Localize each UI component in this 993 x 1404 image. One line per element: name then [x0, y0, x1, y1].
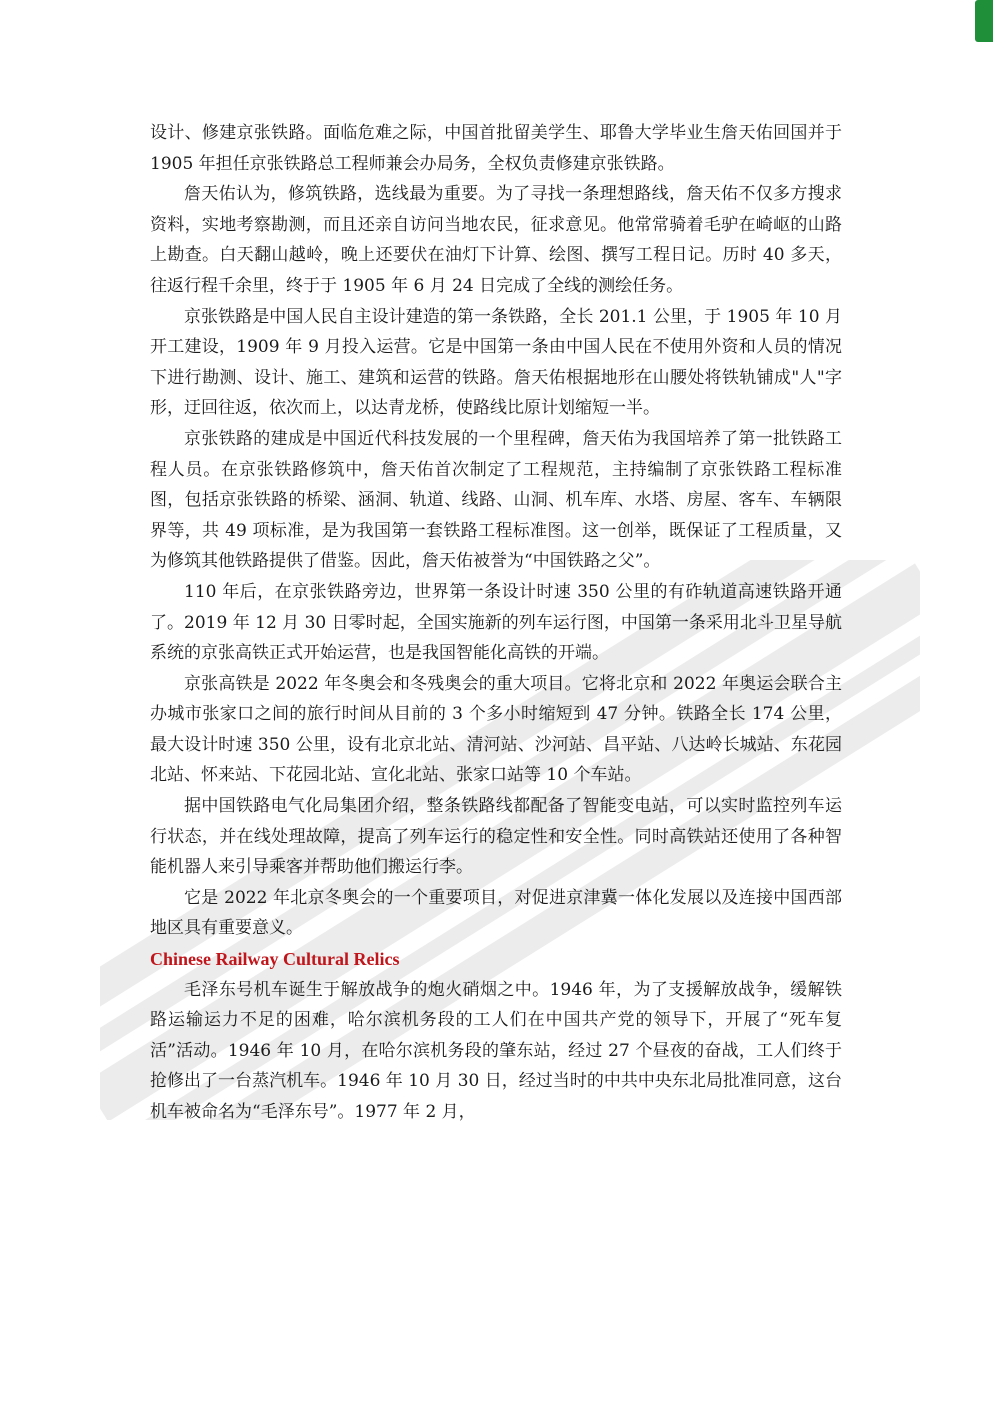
paragraph: 据中国铁路电气化局集团介绍，整条铁路线都配备了智能变电站，可以实时监控列车运行状态，并在线处理故障，提高了列车运行的稳定性和安全性。同时高铁站还使用了各种智能机器人来引导乘客并帮助他们搬运行李。 — [150, 796, 842, 878]
green-tab-marker — [975, 0, 993, 42]
paragraph: 110 年后，在京张铁路旁边，世界第一条设计时速 350 公里的有砟轨道高速铁路开通了。2019 年 12 月 30 日零时起，全国实施新的列车运行图，中国第一条采用北斗卫星导航系统的京张高铁正式开始运营，也是我国智能化高铁的开端。 — [150, 581, 842, 664]
document-body — [150, 118, 842, 1128]
paragraph: 京张高铁是 2022 年冬奥会和冬残奥会的重大项目。它将北京和 2022 年奥运会联合主办城市张家口之间的旅行时间从目前的 3 个多小时缩短到 47 分钟。铁路全长 174 公里，最大设计时速 350 公里，设有北京北站、清河站、沙河站、昌平站、八达岭长城站、东花园北站、怀来站、下花园北站、宣化北站、张家口站等 10 个车站。 — [150, 673, 842, 786]
paragraph: 詹天佑认为，修筑铁路，选线最为重要。为了寻找一条理想路线，詹天佑不仅多方搜求资料，实地考察勘测，而且还亲自访问当地农民，征求意见。他常常骑着毛驴在崎岖的山路上勘查。白天翻山越岭，晚上还要伏在油灯下计算、绘图、撰写工程日记。历时 40 多天，往返行程千余里，终于于 1905 年 6 月 24 日完成了全线的测绘任务。 — [150, 184, 842, 296]
section-heading: Chinese Railway Cultural Relics — [150, 949, 400, 970]
paragraph: 它是 2022 年北京冬奥会的一个重要项目，对促进京津冀一体化发展以及连接中国西部地区具有重要意义。 — [150, 887, 842, 939]
paragraph: 京张铁路是中国人民自主设计建造的第一条铁路，全长 201.1 公里，于 1905 年 10 月开工建设，1909 年 9 月投入运营。它是中国第一条由中国人民在不使用外资和人员的情况下进行勘测、设计、施工、建筑和运营的铁路。詹天佑根据地形在山腰处将铁轨铺成"人"字形，迂回往返，依次而上，以达青龙桥，使路线比原计划缩短一半。 — [150, 306, 842, 419]
paragraph: 京张铁路的建成是中国近代科技发展的一个里程碑，詹天佑为我国培养了第一批铁路工程人员。在京张铁路修筑中，詹天佑首次制定了工程规范，主持编制了京张铁路工程标准图，包括京张铁路的桥梁、涵洞、轨道、线路、山洞、机车库、水塔、房屋、客车、车辆限界等，共 49 项标准，是为我国第一套铁路工程标准图。这一创举，既保证了工程质量，又为修筑其他铁路提供了借鉴。因此，詹天佑被誉为“中国铁路之父”。 — [150, 428, 842, 572]
section-paragraph: 毛泽东号机车诞生于解放战争的炮火硝烟之中。1946 年，为了支援解放战争，缓解铁路运输运力不足的困难，哈尔滨机务段的工人们在中国共产党的领导下，开展了“死车复活”活动。1946 年 10 月，在哈尔滨机务段的肇东站，经过 27 个昼夜的奋战，工人们终于抢修出了一台蒸汽机车。1946 年 10 月 30 日，经过当时的中共中央东北局批准同意，这台机车被命名为“毛泽东号”。1977 年 2 月， — [150, 979, 842, 1122]
paragraph: 设计、修建京张铁路。面临危难之际，中国首批留美学生、耶鲁大学毕业生詹天佑回国并于 1905 年担任京张铁路总工程师兼会办局务，全权负责修建京张铁路。 — [150, 123, 842, 174]
page-corner-tab — [947, 0, 993, 46]
